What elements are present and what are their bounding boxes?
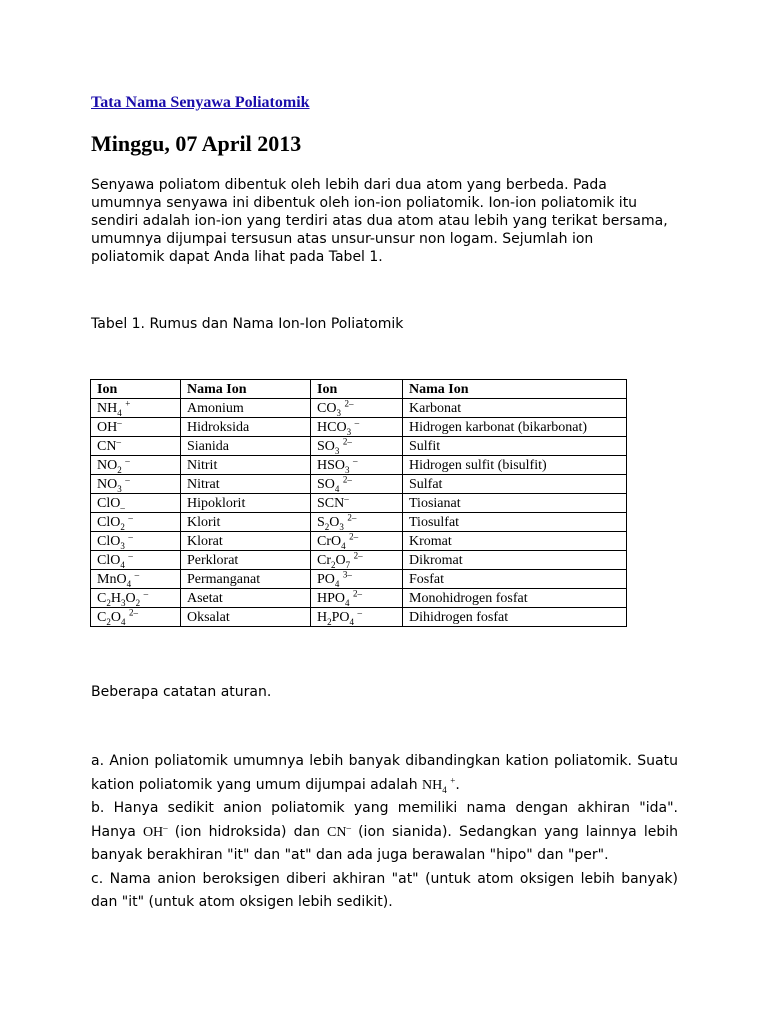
rule-a: a. Anion poliatomik umumnya lebih banyak dibandingkan kation poliatomik. Suatu kation poliatomik yang umum dijumpai adalah $NH_4$ +.	[91, 753, 678, 795]
intro-paragraph: Senyawa poliatom dibentuk oleh lebih dari dua atom yang berbeda. Pada umumnya senyawa ini dibentuk oleh ion-ion poliatomik. Ion-ion poliatomik itu sendiri adalah ion-ion yang terdiri atas dua atom atau lebih yang terikat bersama, umumnya dijumpai tersusun atas unsur-unsur non logam. Sejumlah ion poliatomik dapat Anda lihat pada Tabel 1.	[91, 177, 668, 265]
post-title-link[interactable]: Tata Nama Senyawa Poliatomik	[91, 94, 310, 111]
ion-formula: $SO_3$ $^{2-}$	[311, 437, 403, 456]
ion-name: Hidroksida	[181, 418, 311, 437]
ion-formula: $NH_4$ +	[91, 399, 181, 418]
ion-name: Tiosianat	[403, 494, 627, 513]
header-ion-2: Ion	[311, 380, 403, 399]
rules-list	[91, 750, 678, 915]
ion-name: Fosfat	[403, 570, 627, 589]
ion-name: Klorit	[181, 513, 311, 532]
table-row	[91, 456, 627, 475]
ion-formula: $NO_2$ –	[91, 456, 181, 475]
ion-formula: ClO$_-$	[91, 494, 181, 513]
ion-formula: $H_2PO_4$ –	[311, 608, 403, 627]
notes-heading: Beberapa catatan aturan.	[91, 684, 272, 700]
ion-formula: ClO$_2$ –	[91, 513, 181, 532]
ion-formula: $HPO_4$ $^{2-}$	[311, 589, 403, 608]
ion-formula: $Cr_2O_7$ $^{2-}$	[311, 551, 403, 570]
ion-formula: $HCO_3$ –	[311, 418, 403, 437]
ion-name: Hipoklorit	[181, 494, 311, 513]
ion-name: Oksalat	[181, 608, 311, 627]
ion-name: Amonium	[181, 399, 311, 418]
formula-oh: OH–	[142, 821, 168, 840]
ion-name: Dihidrogen fosfat	[403, 608, 627, 627]
ion-formula: $C_2O_4$ $^{2-}$	[91, 608, 181, 627]
rule-c: c. Nama anion beroksigen diberi akhiran "at" (untuk atom oksigen lebih banyak) dan "it" (untuk atom oksigen lebih sedikit).	[91, 870, 678, 910]
header-name-2: Nama Ion	[403, 380, 627, 399]
ion-name: Nitrit	[181, 456, 311, 475]
ion-formula: SCN–	[311, 494, 403, 513]
table-row	[91, 570, 627, 589]
table-row	[91, 399, 627, 418]
table-row	[91, 532, 627, 551]
table-row	[91, 437, 627, 456]
header-name-1: Nama Ion	[181, 380, 311, 399]
table-row	[91, 475, 627, 494]
ion-formula: $HSO_3$ –	[311, 456, 403, 475]
ion-name: Sianida	[181, 437, 311, 456]
formula-cn: CN–	[327, 821, 351, 840]
ion-formula: $C_2H_3O_2$ –	[91, 589, 181, 608]
table-header-row	[91, 380, 627, 399]
ion-name: Perklorat	[181, 551, 311, 570]
table-row	[91, 513, 627, 532]
ion-formula: MnO$_4$ –	[91, 570, 181, 589]
ion-formula: CrO$_4$ $^{2-}$	[311, 532, 403, 551]
ion-formula: $S_2O_3$ $^{2-}$	[311, 513, 403, 532]
ion-name: Nitrat	[181, 475, 311, 494]
ion-name: Klorat	[181, 532, 311, 551]
ion-name: Dikromat	[403, 551, 627, 570]
ion-name: Permanganat	[181, 570, 311, 589]
date-heading: Minggu, 07 April 2013	[91, 131, 302, 156]
ion-name: Hidrogen sulfit (bisulfit)	[403, 456, 627, 475]
ion-formula: ClO$_4$ –	[91, 551, 181, 570]
ion-formula: $NO_3$ –	[91, 475, 181, 494]
rule-b: b. Hanya sedikit anion poliatomik yang memiliki nama dengan akhiran "ida". Hanya OH– (ion hidroksida) dan CN– (ion sianida). Sedangkan yang lainnya lebih banyak berakhiran "it" dan "at" dan ada juga berawalan "hipo" dan "per".	[91, 800, 679, 863]
ion-formula: CN–	[91, 437, 181, 456]
table-caption: Tabel 1. Rumus dan Nama Ion-Ion Poliatomik	[91, 316, 404, 332]
ion-name: Hidrogen karbonat (bikarbonat)	[403, 418, 627, 437]
ion-name: Asetat	[181, 589, 311, 608]
header-ion-1: Ion	[91, 380, 181, 399]
ion-formula: $CO_3$ $^{2-}$	[311, 399, 403, 418]
formula-nh4: $NH_4$ +	[422, 774, 456, 795]
table-row	[91, 494, 627, 513]
table-row	[91, 418, 627, 437]
ion-formula: $SO_4$ $^{2-}$	[311, 475, 403, 494]
ion-name: Monohidrogen fosfat	[403, 589, 627, 608]
polyatomic-ion-table	[90, 379, 627, 627]
ion-name: Sulfat	[403, 475, 627, 494]
ion-formula: ClO$_3$ –	[91, 532, 181, 551]
table-row	[91, 608, 627, 627]
ion-formula: $PO_4$ $^{3-}$	[311, 570, 403, 589]
ion-name: Karbonat	[403, 399, 627, 418]
ion-formula: OH–	[91, 418, 181, 437]
ion-name: Tiosulfat	[403, 513, 627, 532]
ion-name: Sulfit	[403, 437, 627, 456]
ion-name: Kromat	[403, 532, 627, 551]
table-row	[91, 589, 627, 608]
table-row	[91, 551, 627, 570]
